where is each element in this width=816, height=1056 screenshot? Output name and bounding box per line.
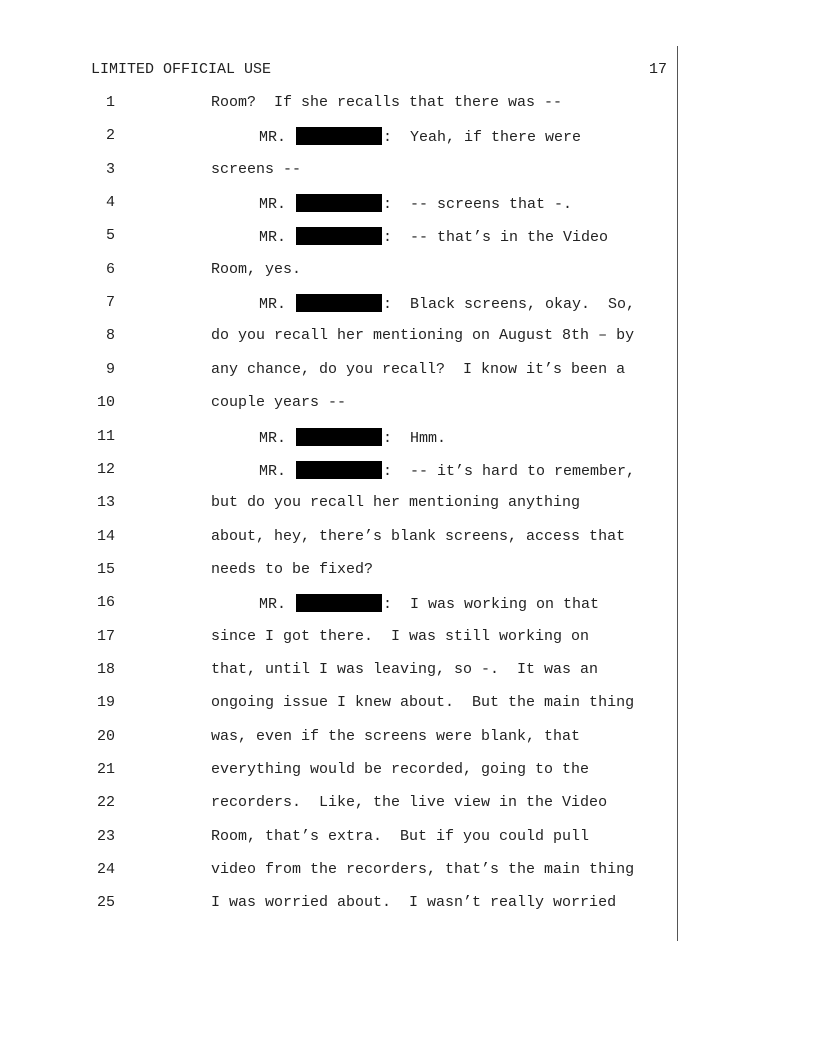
speech-text: : -- that’s in the Video — [383, 229, 609, 246]
line-number: 19 — [96, 694, 115, 711]
speaker-line — [259, 227, 608, 246]
transcript-line — [0, 728, 680, 748]
line-number: 5 — [105, 227, 115, 244]
line-text: Room, that’s extra. But if you could pull — [211, 828, 590, 845]
line-number: 1 — [105, 94, 115, 111]
speech-text: : Hmm. — [383, 430, 447, 447]
line-number: 15 — [96, 561, 115, 578]
line-number: 9 — [105, 361, 115, 378]
line-number: 12 — [96, 461, 115, 478]
speaker-line — [259, 428, 446, 447]
transcript-line — [0, 194, 680, 214]
transcript-line — [0, 761, 680, 781]
transcript-line — [0, 261, 680, 281]
line-number: 10 — [96, 394, 115, 411]
line-text: do you recall her mentioning on August 8th – by — [211, 327, 635, 344]
line-text: I was worried about. I wasn’t really worried — [211, 894, 617, 911]
classification-header: LIMITED OFFICIAL USE — [91, 61, 272, 78]
speaker-title: MR. — [259, 129, 287, 146]
line-text: about, hey, there’s blank screens, access that — [211, 528, 626, 545]
line-number: 7 — [105, 294, 115, 311]
transcript-line — [0, 327, 680, 347]
line-number: 20 — [96, 728, 115, 745]
line-number: 23 — [96, 828, 115, 845]
line-text: that, until I was leaving, so -. It was an — [211, 661, 599, 678]
speaker-title: MR. — [259, 463, 287, 480]
line-number: 24 — [96, 861, 115, 878]
line-number: 8 — [105, 327, 115, 344]
line-number: 21 — [96, 761, 115, 778]
line-number: 16 — [96, 594, 115, 611]
transcript-line — [0, 861, 680, 881]
transcript-line — [0, 828, 680, 848]
redaction-box — [296, 127, 382, 145]
speaker-line — [259, 294, 635, 313]
transcript-line — [0, 361, 680, 381]
transcript-line — [0, 227, 680, 247]
transcript-line — [0, 528, 680, 548]
speech-text: : -- it’s hard to remember, — [383, 463, 636, 480]
page-number: 17 — [648, 61, 667, 78]
line-text: everything would be recorded, going to the — [211, 761, 590, 778]
line-text: was, even if the screens were blank, that — [211, 728, 581, 745]
line-number: 6 — [105, 261, 115, 278]
transcript-line — [0, 127, 680, 147]
line-number: 11 — [96, 428, 115, 445]
line-number: 18 — [96, 661, 115, 678]
redaction-box — [296, 428, 382, 446]
line-text: Room? If she recalls that there was -- — [211, 94, 563, 111]
speech-text: : -- screens that -. — [383, 196, 573, 213]
line-text: since I got there. I was still working on — [211, 628, 590, 645]
transcript-line — [0, 894, 680, 914]
speaker-title: MR. — [259, 596, 287, 613]
transcript-line — [0, 428, 680, 448]
redaction-box — [296, 227, 382, 245]
speaker-title: MR. — [259, 430, 287, 447]
redaction-box — [296, 194, 382, 212]
transcript-line — [0, 694, 680, 714]
speaker-line — [259, 194, 572, 213]
line-text: screens -- — [211, 161, 302, 178]
transcript-line — [0, 661, 680, 681]
speaker-line — [259, 594, 599, 613]
transcript-line — [0, 94, 680, 114]
line-text: any chance, do you recall? I know it’s been a — [211, 361, 626, 378]
transcript-line — [0, 494, 680, 514]
transcript-line — [0, 594, 680, 614]
line-number: 25 — [96, 894, 115, 911]
transcript-line — [0, 628, 680, 648]
line-number: 14 — [96, 528, 115, 545]
line-number: 4 — [105, 194, 115, 211]
speech-text: : Yeah, if there were — [383, 129, 582, 146]
redaction-box — [296, 594, 382, 612]
speaker-line — [259, 127, 581, 146]
speaker-title: MR. — [259, 296, 287, 313]
line-text: recorders. Like, the live view in the Video — [211, 794, 608, 811]
line-text: Room, yes. — [211, 261, 302, 278]
line-number: 17 — [96, 628, 115, 645]
transcript-line — [0, 794, 680, 814]
line-number: 22 — [96, 794, 115, 811]
transcript-line — [0, 394, 680, 414]
line-text: but do you recall her mentioning anything — [211, 494, 581, 511]
line-text: needs to be fixed? — [211, 561, 374, 578]
speech-text: : I was working on that — [383, 596, 600, 613]
speaker-title: MR. — [259, 229, 287, 246]
speech-text: : Black screens, okay. So, — [383, 296, 636, 313]
transcript-line — [0, 561, 680, 581]
speaker-title: MR. — [259, 196, 287, 213]
redaction-box — [296, 294, 382, 312]
line-number: 3 — [105, 161, 115, 178]
line-text: video from the recorders, that’s the main thing — [211, 861, 635, 878]
line-number: 13 — [96, 494, 115, 511]
line-text: couple years -- — [211, 394, 347, 411]
speaker-line — [259, 461, 635, 480]
redaction-box — [296, 461, 382, 479]
line-number: 2 — [105, 127, 115, 144]
line-text: ongoing issue I knew about. But the main thing — [211, 694, 635, 711]
transcript-line — [0, 294, 680, 314]
transcript-line — [0, 461, 680, 481]
transcript-line — [0, 161, 680, 181]
